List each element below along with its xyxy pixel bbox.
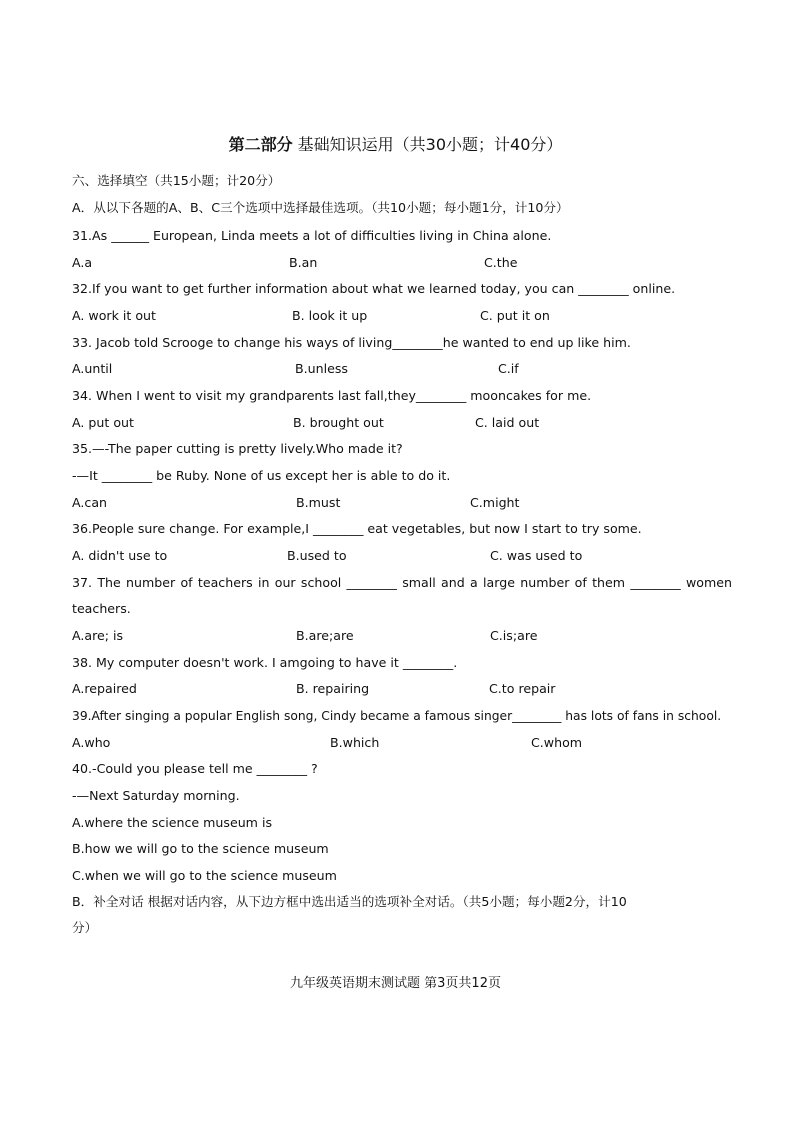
question-35-reply: -—It ________ be Ruby. None of us except her is able to do it. — [72, 468, 451, 483]
q40-option-c: C.when we will go to the science museum — [72, 868, 337, 883]
question-38: 38. My computer doesn't work. I amgoing to have it ________. — [72, 655, 458, 670]
q31-option-b: B.an — [289, 255, 318, 270]
q32-option-c: C. put it on — [480, 308, 550, 323]
q31-option-a: A.a — [72, 255, 93, 270]
q33-option-b: B.unless — [295, 361, 348, 376]
q31-option-c: C.the — [484, 255, 518, 270]
q34-option-c: C. laid out — [475, 415, 540, 430]
q33-option-a: A.until — [72, 361, 113, 376]
q38-option-c: C.to repair — [489, 681, 556, 696]
q38-option-b: B. repairing — [296, 681, 370, 696]
question-37-cont: teachers. — [72, 601, 131, 616]
question-37: 37. The number of teachers in our school ________ small and a large number of them ________ women — [72, 575, 732, 590]
q34-option-a: A. put out — [72, 415, 134, 430]
q32-option-b: B. look it up — [292, 308, 368, 323]
q35-option-b: B.must — [296, 495, 341, 510]
question-40-reply: -—Next Saturday morning. — [72, 788, 240, 803]
page-footer: 九年级英语期末测试题 第3页共12页 — [290, 976, 501, 991]
question-31: 31.As ______ European, Linda meets a lot of difficulties living in China alone. — [72, 228, 552, 243]
part-b-instruction-cont: 分） — [72, 920, 98, 935]
q37-option-b: B.are;are — [296, 628, 354, 643]
q36-option-a: A. didn't use to — [72, 548, 168, 563]
q37-option-c: C.is;are — [490, 628, 538, 643]
q35-option-a: A.can — [72, 495, 108, 510]
q36-option-c: C. was used to — [490, 548, 583, 563]
question-40: 40.-Could you please tell me ________ ? — [72, 761, 318, 776]
title-part: 第二部分 — [228, 135, 293, 154]
question-34: 34. When I went to visit my grandparents last fall,they________ mooncakes for me. — [72, 388, 592, 403]
question-36: 36.People sure change. For example,I ________ eat vegetables, but now I start to try some. — [72, 521, 642, 536]
q40-option-a: A.where the science museum is — [72, 815, 273, 830]
part-b-instruction: B．补全对话 根据对话内容，从下边方框中选出适当的选项补全对话。（共5小题；每小题2分，计10 — [72, 894, 627, 909]
q40-option-b: B.how we will go to the science museum — [72, 841, 329, 856]
part-a-instruction: A．从以下各题的A、B、C三个选项中选择最佳选项。（共10小题；每小题1分，计10分） — [72, 200, 569, 215]
q37-option-a: A.are; is — [72, 628, 124, 643]
q34-option-b: B. brought out — [293, 415, 384, 430]
question-35: 35.—-The paper cutting is pretty lively.Who made it? — [72, 441, 403, 456]
q36-option-b: B.used to — [287, 548, 347, 563]
q39-option-b: B.which — [330, 735, 380, 750]
q39-option-c: C.whom — [531, 735, 583, 750]
question-33: 33. Jacob told Scrooge to change his ways of living________he wanted to end up like him. — [72, 335, 631, 350]
title-text: 基础知识运用（共30小题；计40分） — [292, 135, 563, 154]
q39-option-a: A.who — [72, 735, 111, 750]
question-32: 32.If you want to get further information about what we learned today, you can ________ online. — [72, 281, 676, 296]
q32-option-a: A. work it out — [72, 308, 156, 323]
page-title — [0, 132, 791, 155]
section-heading: 六、选择填空（共15小题；计20分） — [72, 173, 281, 188]
q38-option-a: A.repaired — [72, 681, 137, 696]
q35-option-c: C.might — [470, 495, 520, 510]
question-39: 39.After singing a popular English song, Cindy became a famous singer________ has lots of fans in school. — [72, 709, 722, 723]
q33-option-c: C.if — [498, 361, 519, 376]
